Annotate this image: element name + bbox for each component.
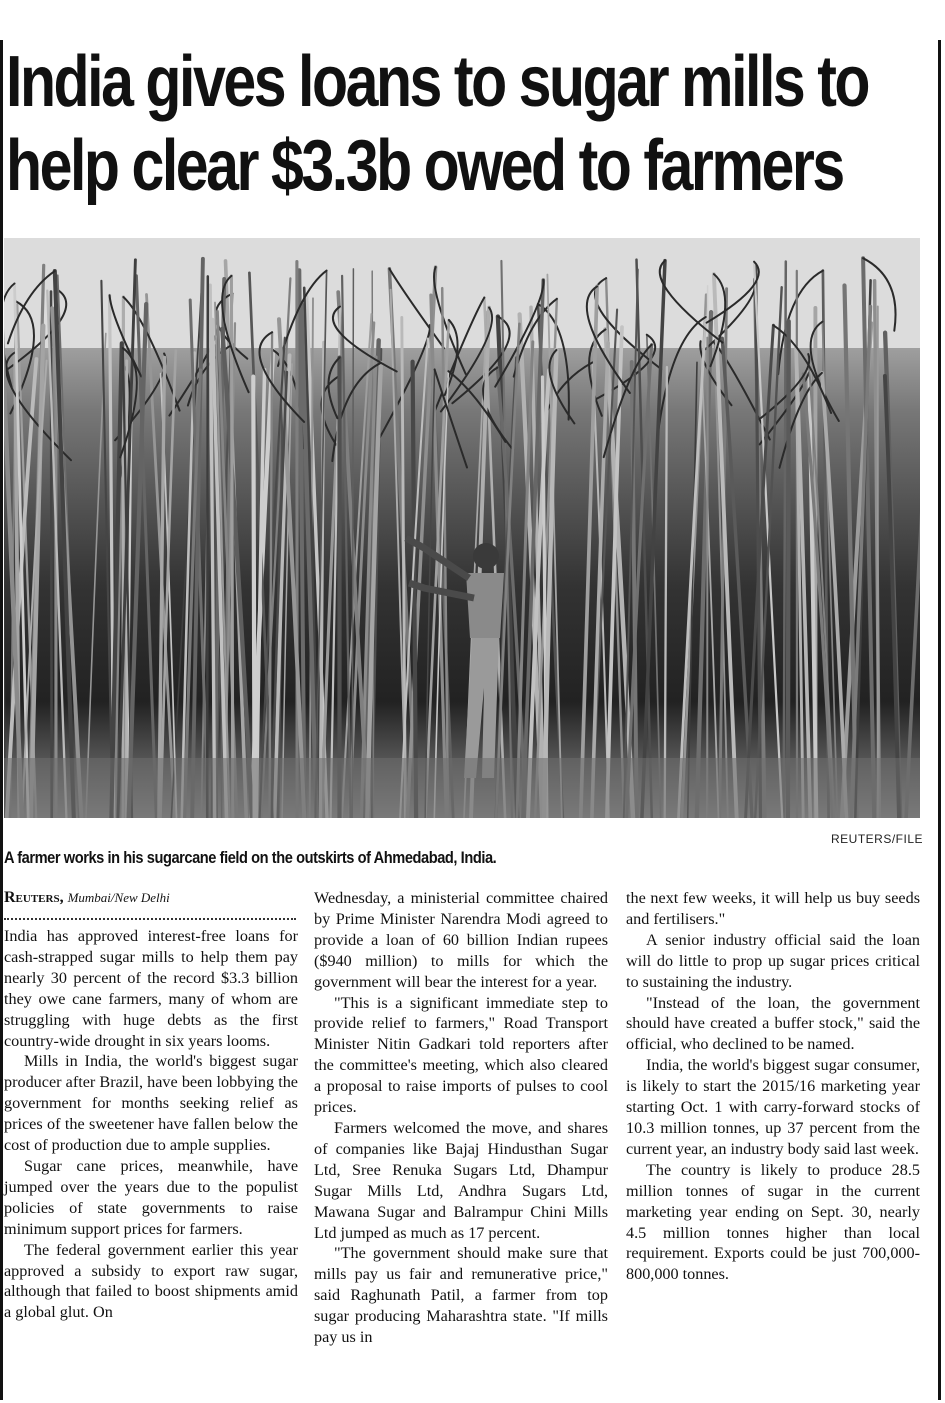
paragraph: "The government should make sure that mills pay us fair and remunerative price," said Raghunath Patil, a farmer from top sugar producing Maharashtra state. "If mills pay us in: [314, 1244, 608, 1347]
photo-illustration: [4, 238, 920, 818]
paragraph: India has approved interest-free loans for cash-strapped sugar mills to help them pay nearly 30 percent of the record $3.3 billion they owe cane farmers, many of whom are struggling with huge debts as the first country-wide drought in six years looms.: [4, 927, 298, 1050]
paragraph: India, the world's biggest sugar consumer, is likely to start the 2015/16 marketing year starting Oct. 1 with carry-forward stocks of 10.3 million tonnes, up 37 percent from the current year, an industry body said last week.: [626, 1056, 920, 1158]
byline-agency: Reuters,: [4, 889, 64, 906]
paragraph: Wednesday, a ministerial committee chaired by Prime Minister Narendra Modi agreed to provide a loan of 60 billion Indian rupees ($940 million) to mills for which the government will bear the interest for a year.: [314, 889, 608, 991]
article-column-1: [4, 888, 298, 1323]
headline-line-2: help clear $3.3b owed to farmers: [6, 126, 843, 206]
paragraph: "This is a significant immediate step to provide relief to farmers," Road Transport Minister Nitin Gadkari told reporters after the committee's meeting, which also cleared a proposal to raise imports of pulses to cool prices.: [314, 993, 608, 1117]
paragraph: The country is likely to produce 28.5 million tonnes of sugar in the current marketing year ending on Sept. 30, nearly 4.5 million tonnes higher than local requirement. Exports could be just 700,000-800,000 tonnes.: [626, 1160, 920, 1284]
paragraph: Mills in India, the world's biggest sugar producer after Brazil, have been lobbying the government for months seeking relief as prices of the sweetener have fallen below the cost of production due to ample supplies.: [4, 1052, 298, 1155]
photo-credit: REUTERS/FILE: [830, 832, 923, 846]
photo-caption: A farmer works in his sugarcane field on the outskirts of Ahmedabad, India.: [4, 848, 497, 867]
dotted-divider: [4, 912, 296, 920]
sugarcane-field-photo: [4, 238, 920, 818]
headline: [6, 40, 869, 208]
paragraph: The federal government earlier this year approved a subsidy to export raw sugar, although that failed to boost shipments amid a global glut. On: [4, 1240, 298, 1322]
paragraph: the next few weeks, it will help us buy seeds and fertilisers.": [626, 889, 920, 928]
byline-place: Mumbai/New Delhi: [67, 890, 170, 905]
paragraph: "Instead of the loan, the government should have created a buffer stock," said the official, who declined to be named.: [626, 993, 920, 1054]
headline-line-1: India gives loans to sugar mills to: [6, 42, 869, 122]
paragraph: Farmers welcomed the move, and shares of companies like Bajaj Hindusthan Sugar Ltd, Sree Renuka Sugars Ltd, Dhampur Sugar Mills Ltd, Andhra Sugars Ltd, Mawana Sugar and Balrampur Chini Mills Ltd jumped as much as 17 percent.: [314, 1118, 608, 1242]
paragraph: A senior industry official said the loan will do little to prop up sugar prices critical to sustaining the industry.: [626, 930, 920, 991]
article-column-3: [626, 888, 920, 1285]
left-border-rule: [0, 40, 3, 1400]
byline: [4, 888, 298, 908]
right-border-rule: [938, 40, 941, 1400]
article-column-2: [314, 888, 608, 1348]
paragraph: Sugar cane prices, meanwhile, have jumped over the years due to the populist policies of state governments to raise minimum support prices for farmers.: [4, 1156, 298, 1238]
